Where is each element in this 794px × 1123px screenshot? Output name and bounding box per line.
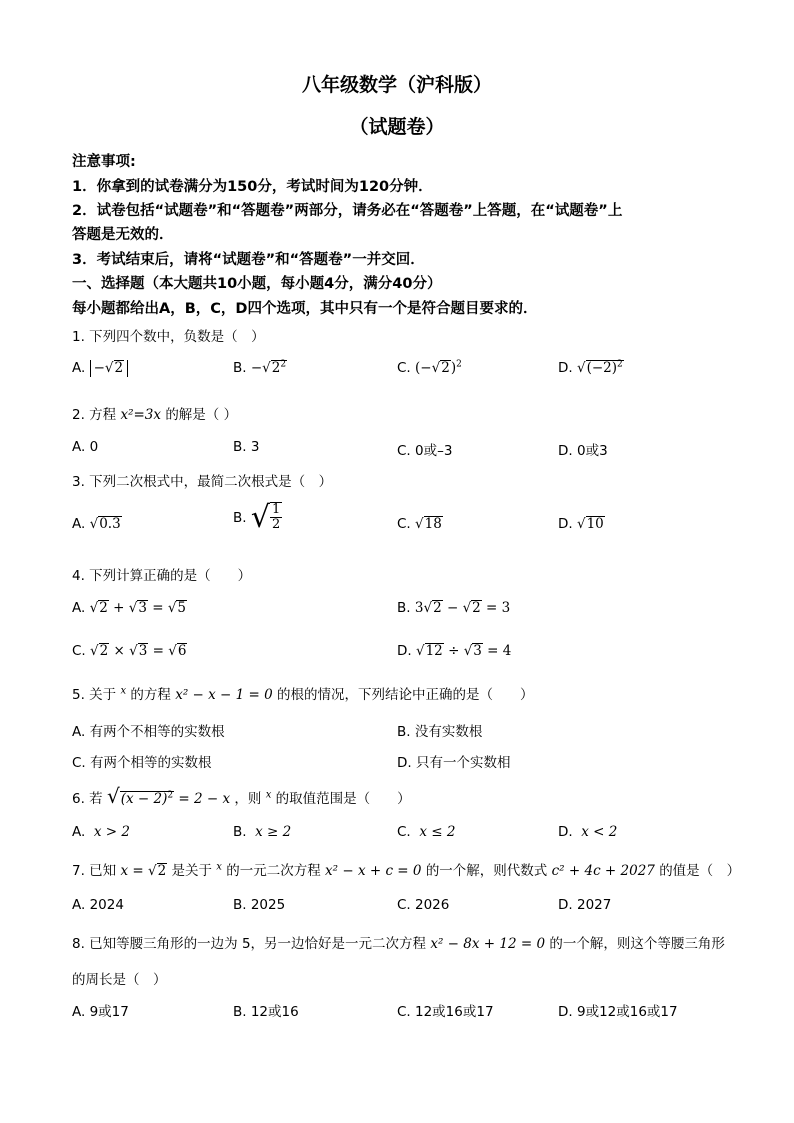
q1-option-d-math: $√(-2)^2$	[576, 359, 623, 376]
q8-option-a: A. 9或17	[72, 1004, 129, 1020]
q6-option-c-math: x ≤ 2	[419, 824, 456, 840]
q5-stem-mid: 的方程	[130, 687, 171, 703]
q6-var: x	[265, 789, 272, 801]
question-5-stem	[72, 683, 534, 703]
question-8-stem-line1	[72, 932, 725, 952]
q6-option-d-math: x < 2	[581, 824, 618, 840]
q5-option-d: D. 只有一个实数相	[397, 755, 511, 771]
q8-option-d: D. 9或12或16或17	[558, 1004, 678, 1020]
q4-option-b-label: B.	[397, 600, 411, 616]
q4-option-d	[397, 643, 511, 659]
q3-option-a-radicand: 0.3	[99, 516, 121, 532]
q3-option-a: A. √0.3	[72, 516, 121, 532]
q2-option-a: A. 0	[72, 439, 99, 455]
question-1-stem: 1. 下列四个数中，负数是（ ）	[72, 329, 265, 345]
q7-option-a: A. 2024	[72, 897, 124, 913]
q6-radical: $√(x - 2)^2$	[106, 784, 174, 808]
q3-frac-numerator: 1	[271, 502, 281, 517]
q6-option-b	[233, 824, 291, 840]
q7-stem-mid2: 的一元二次方程	[226, 863, 321, 879]
q2-option-b: B. 3	[233, 439, 260, 455]
q6-option-d	[558, 824, 617, 840]
q4-option-c-label: C.	[72, 643, 86, 659]
q8-option-c: C. 12或16或17	[397, 1004, 494, 1020]
q1-option-b-label: B.	[233, 360, 247, 376]
q5-option-c: C. 有两个相等的实数根	[72, 755, 212, 771]
q1-option-d	[558, 360, 624, 376]
q1-option-c	[397, 360, 462, 376]
note-1: 1．你拿到的试卷满分为150分，考试时间为120分钟．	[72, 179, 433, 195]
q2-option-c: C. 0或–3	[397, 443, 453, 459]
q2-stem-pre: 2. 方程	[72, 407, 117, 423]
note-3: 3．考试结束后，请将“试题卷”和“答题卷”一并交回．	[72, 252, 425, 268]
q6-option-a	[72, 824, 130, 840]
q8-equation: x² − 8x + 12 = 0	[430, 936, 546, 952]
q5-stem-pre: 5. 关于	[72, 687, 117, 703]
q1-option-b-math: $-√2^2$	[250, 359, 287, 376]
note-2b: 答题是无效的．	[72, 227, 174, 243]
q2-option-d: D. 0或3	[558, 443, 608, 459]
q5-stem-post: 的根的情况，下列结论中正确的是（ ）	[277, 687, 534, 703]
q7-stem-post: 的值是（ ）	[659, 863, 741, 879]
q1-option-c-label: C.	[397, 360, 411, 376]
q1-option-a-label: A.	[72, 360, 86, 376]
q7-var: x	[216, 861, 222, 873]
q7-equation: x² − x + c = 0	[325, 863, 422, 879]
q7-option-d: D. 2027	[558, 897, 612, 913]
q3-option-c-radicand: 18	[424, 516, 442, 532]
q3-option-a-label: A.	[72, 516, 86, 532]
question-4-stem: 4. 下列计算正确的是（ ）	[72, 568, 252, 584]
note-2a: 2．试卷包括“试题卷”和“答题卷”两部分，请务必在“答题卷”上答题，在“试题卷”上	[72, 203, 623, 219]
q3-option-c: C. √18	[397, 516, 442, 532]
question-2-stem	[72, 403, 237, 423]
q4-option-c-math: √2 × √3 = √6	[90, 643, 187, 659]
q6-stem-post: 的取值范围是（ ）	[275, 791, 411, 807]
question-6-stem	[72, 784, 411, 808]
notes-heading: 注意事项:	[72, 154, 136, 170]
q6-option-c	[397, 824, 455, 840]
q6-option-d-label: D.	[558, 824, 573, 840]
q6-stem-pre: 6. 若	[72, 791, 103, 807]
q5-option-a: A. 有两个不相等的实数根	[72, 724, 225, 740]
q6-stem-mid: ，则	[234, 791, 262, 807]
q1-option-c-math: $(-√2)^2$	[415, 359, 462, 376]
q4-option-d-label: D.	[397, 643, 412, 659]
page-subtitle: （试题卷）	[349, 116, 445, 138]
q7-value: x = √2	[120, 863, 167, 879]
q4-option-b	[397, 600, 510, 616]
q3-option-d: D. √10	[558, 516, 604, 532]
q3-option-d-label: D.	[558, 516, 573, 532]
q6-rhs: = 2 − x	[178, 791, 231, 807]
q3-option-b	[233, 500, 282, 535]
q1-option-a-math: −√2	[90, 360, 129, 377]
q6-option-a-label: A.	[72, 824, 86, 840]
q8-line1-pre: 8. 已知等腰三角形的一边为 5，另一边恰好是一元二次方程	[72, 936, 427, 952]
q4-option-b-math: 3√2 − √2 = 3	[414, 600, 511, 616]
q1-option-b	[233, 360, 287, 376]
q3-option-b-math: √ $\frac{1}{2}$	[250, 500, 281, 535]
q7-option-c: C. 2026	[397, 897, 450, 913]
q5-var: x	[120, 685, 127, 697]
q1-option-a	[72, 360, 128, 377]
q6-option-b-math: x ≥ 2	[255, 824, 292, 840]
q6-option-b-label: B.	[233, 824, 247, 840]
q8-option-b: B. 12或16	[233, 1004, 299, 1020]
q7-stem-mid1: 是关于	[171, 863, 212, 879]
section-instruction: 每小题都给出A，B，C，D四个选项，其中只有一个是符合题目要求的．	[72, 301, 538, 317]
question-8-stem-line2: 的周长是（ ）	[72, 972, 167, 988]
q7-option-b: B. 2025	[233, 897, 286, 913]
q3-frac-denominator: 2	[271, 517, 281, 532]
q4-option-a	[72, 600, 187, 616]
q3-option-b-label: B.	[233, 510, 247, 526]
question-7-stem	[72, 859, 740, 879]
q4-option-d-math: √12 ÷ √3 = 4	[415, 643, 512, 659]
q6-option-c-label: C.	[397, 824, 411, 840]
section-heading: 一、选择题（本大题共10小题，每小题4分，满分40分）	[72, 276, 442, 292]
q4-option-a-math: √2 + √3 = √5	[89, 600, 187, 616]
q6-option-a-math: x > 2	[93, 824, 130, 840]
q3-option-d-radicand: 10	[586, 516, 604, 532]
q4-option-c	[72, 643, 187, 659]
q7-stem-mid3: 的一个解，则代数式	[425, 863, 548, 879]
q8-line1-post: 的一个解，则这个等腰三角形	[549, 936, 725, 952]
q2-stem-post: 的解是（ ）	[165, 407, 238, 423]
q3-option-c-label: C.	[397, 516, 411, 532]
q7-expression: c² + 4c + 2027	[551, 863, 655, 879]
q5-equation: x² − x − 1 = 0	[175, 687, 273, 703]
question-3-stem: 3. 下列二次根式中，最简二次根式是（ ）	[72, 474, 333, 490]
q7-stem-pre: 7. 已知	[72, 863, 117, 879]
q1-option-d-label: D.	[558, 360, 573, 376]
q2-equation: x²=3x	[120, 407, 162, 423]
q5-option-b: B. 没有实数根	[397, 724, 483, 740]
q4-option-a-label: A.	[72, 600, 86, 616]
page-title: 八年级数学（沪科版）	[301, 74, 492, 96]
